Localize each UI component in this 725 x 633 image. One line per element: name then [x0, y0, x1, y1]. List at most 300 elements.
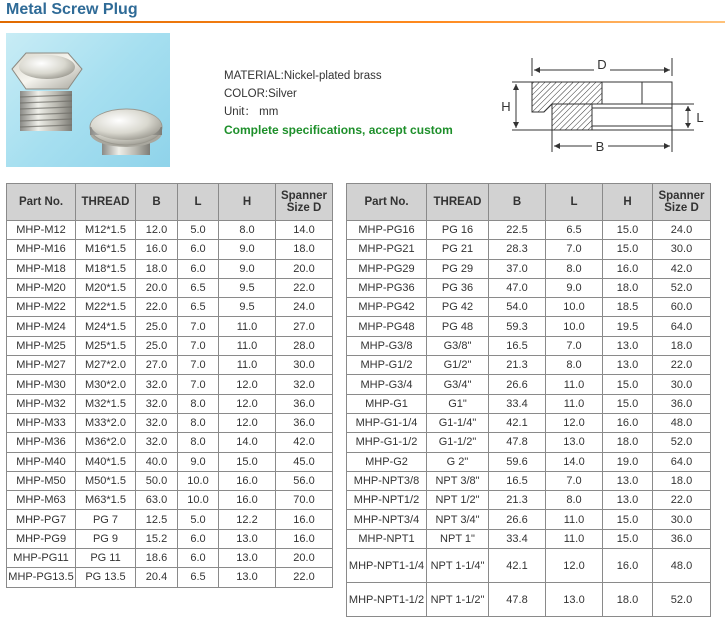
l-cell: 5.0: [178, 510, 219, 529]
b-cell: 32.0: [136, 394, 178, 413]
spanner-cell: 52.0: [653, 278, 711, 297]
h-cell: 15.0: [603, 529, 653, 548]
table-row: [7, 491, 333, 510]
spanner-cell: 22.0: [276, 278, 333, 297]
part-no-cell: MHP-M50: [7, 471, 76, 490]
h-cell: 16.0: [219, 491, 276, 510]
l-label: L: [696, 110, 704, 125]
table-row: [7, 278, 333, 297]
spanner-cell: 42.0: [276, 433, 333, 452]
h-cell: 16.0: [603, 413, 653, 432]
part-no-cell: MHP-M32: [7, 394, 76, 413]
part-no-cell: MHP-PG48: [347, 317, 427, 336]
b-cell: 37.0: [489, 259, 546, 278]
spanner-cell: 64.0: [653, 317, 711, 336]
table-row: [7, 298, 333, 317]
h-cell: 18.0: [603, 433, 653, 452]
b-cell: 21.3: [489, 356, 546, 375]
b-cell: 33.4: [489, 394, 546, 413]
part-no-cell: MHP-NPT3/4: [347, 510, 427, 529]
h-cell: 12.0: [219, 413, 276, 432]
spanner-cell: 30.0: [653, 240, 711, 259]
spanner-cell: 42.0: [653, 259, 711, 278]
thread-cell: G1": [427, 394, 489, 413]
part-no-cell: MHP-M12: [7, 221, 76, 240]
l-cell: 10.0: [178, 471, 219, 490]
table-row: [7, 356, 333, 375]
l-cell: 11.0: [546, 529, 603, 548]
header-spanner-line1: Spanner: [658, 190, 705, 202]
b-cell: 32.0: [136, 413, 178, 432]
thread-cell: PG 29: [427, 259, 489, 278]
spanner-cell: 20.0: [276, 259, 333, 278]
h-cell: 18.5: [603, 298, 653, 317]
table-row: [7, 259, 333, 278]
spanner-cell: 48.0: [653, 549, 711, 583]
part-no-cell: MHP-PG13.5: [7, 568, 76, 587]
title-underline: [0, 21, 725, 23]
thread-cell: PG 7: [76, 510, 136, 529]
h-label: H: [501, 99, 511, 114]
b-cell: 12.5: [136, 510, 178, 529]
table-row: [7, 375, 333, 394]
h-cell: 13.0: [603, 356, 653, 375]
part-no-cell: MHP-M20: [7, 278, 76, 297]
spanner-cell: 36.0: [653, 529, 711, 548]
l-cell: 10.0: [546, 317, 603, 336]
l-cell: 6.5: [178, 568, 219, 587]
l-cell: 6.5: [178, 278, 219, 297]
table-row: [347, 394, 711, 413]
l-cell: 12.0: [546, 549, 603, 583]
part-no-cell: MHP-M25: [7, 336, 76, 355]
color-text: COLOR:Silver: [224, 88, 297, 100]
l-cell: 7.0: [178, 336, 219, 355]
l-cell: 5.0: [178, 221, 219, 240]
h-cell: 9.5: [219, 278, 276, 297]
thread-cell: M50*1.5: [76, 471, 136, 490]
spanner-cell: 22.0: [276, 568, 333, 587]
table-row: [7, 510, 333, 529]
thread-cell: M27*2.0: [76, 356, 136, 375]
header-l: L: [178, 184, 219, 221]
part-no-cell: MHP-PG11: [7, 549, 76, 568]
b-cell: 22.5: [489, 221, 546, 240]
l-cell: 8.0: [178, 433, 219, 452]
l-cell: 10.0: [178, 491, 219, 510]
h-cell: 18.0: [603, 583, 653, 617]
part-no-cell: MHP-NPT1-1/4: [347, 549, 427, 583]
b-cell: 28.3: [489, 240, 546, 259]
h-cell: 15.0: [603, 510, 653, 529]
spanner-cell: 22.0: [653, 356, 711, 375]
thread-cell: PG 13.5: [76, 568, 136, 587]
h-cell: 14.0: [219, 433, 276, 452]
part-no-cell: MHP-PG29: [347, 259, 427, 278]
part-no-cell: MHP-M16: [7, 240, 76, 259]
thread-cell: M18*1.5: [76, 259, 136, 278]
thread-cell: G1-1/4": [427, 413, 489, 432]
h-cell: 13.0: [219, 549, 276, 568]
b-cell: 42.1: [489, 549, 546, 583]
part-no-cell: MHP-PG7: [7, 510, 76, 529]
d-label: D: [597, 57, 607, 72]
thread-cell: G3/4": [427, 375, 489, 394]
l-cell: 6.0: [178, 240, 219, 259]
table-row: [7, 433, 333, 452]
l-cell: 6.5: [178, 298, 219, 317]
thread-cell: PG 36: [427, 278, 489, 297]
part-no-cell: MHP-G1: [347, 394, 427, 413]
h-cell: 16.0: [219, 471, 276, 490]
table-row: [7, 549, 333, 568]
thread-cell: G1/2": [427, 356, 489, 375]
l-cell: 7.0: [546, 240, 603, 259]
thread-cell: PG 11: [76, 549, 136, 568]
spec-table-right: [346, 183, 711, 617]
spanner-cell: 64.0: [653, 452, 711, 471]
b-cell: 20.4: [136, 568, 178, 587]
l-cell: 14.0: [546, 452, 603, 471]
spanner-cell: 30.0: [653, 510, 711, 529]
h-cell: 16.0: [603, 259, 653, 278]
thread-cell: PG 48: [427, 317, 489, 336]
h-cell: 19.5: [603, 317, 653, 336]
b-cell: 33.4: [489, 529, 546, 548]
product-photo: [6, 33, 170, 167]
spanner-cell: 16.0: [276, 529, 333, 548]
h-cell: 19.0: [603, 452, 653, 471]
b-cell: 15.2: [136, 529, 178, 548]
l-cell: 10.0: [546, 298, 603, 317]
thread-cell: PG 21: [427, 240, 489, 259]
spanner-cell: 36.0: [276, 413, 333, 432]
spanner-cell: 24.0: [276, 298, 333, 317]
table-row: [7, 240, 333, 259]
b-cell: 16.5: [489, 471, 546, 490]
l-cell: 8.0: [178, 413, 219, 432]
h-cell: 12.2: [219, 510, 276, 529]
b-cell: 50.0: [136, 471, 178, 490]
h-cell: 8.0: [219, 221, 276, 240]
table-row: [347, 583, 711, 617]
l-cell: 11.0: [546, 510, 603, 529]
thread-cell: M16*1.5: [76, 240, 136, 259]
thread-cell: M33*2.0: [76, 413, 136, 432]
spanner-cell: 28.0: [276, 336, 333, 355]
spanner-cell: 18.0: [276, 240, 333, 259]
b-cell: 32.0: [136, 375, 178, 394]
header-thread: THREAD: [427, 184, 489, 221]
part-no-cell: MHP-G1-1/4: [347, 413, 427, 432]
h-cell: 11.0: [219, 317, 276, 336]
part-no-cell: MHP-M22: [7, 298, 76, 317]
spanner-cell: 27.0: [276, 317, 333, 336]
h-cell: 12.0: [219, 394, 276, 413]
spanner-cell: 18.0: [653, 336, 711, 355]
h-cell: 15.0: [603, 394, 653, 413]
part-no-cell: MHP-M27: [7, 356, 76, 375]
table-row: [7, 471, 333, 490]
b-cell: 63.0: [136, 491, 178, 510]
thread-cell: M24*1.5: [76, 317, 136, 336]
spanner-cell: 30.0: [276, 356, 333, 375]
b-cell: 25.0: [136, 317, 178, 336]
part-no-cell: MHP-PG21: [347, 240, 427, 259]
b-cell: 16.0: [136, 240, 178, 259]
l-cell: 8.0: [546, 259, 603, 278]
header-thread: THREAD: [76, 184, 136, 221]
b-cell: 59.3: [489, 317, 546, 336]
table-row: [7, 221, 333, 240]
thread-cell: M36*2.0: [76, 433, 136, 452]
h-cell: 9.0: [219, 259, 276, 278]
l-cell: 7.0: [178, 375, 219, 394]
part-no-cell: MHP-G2: [347, 452, 427, 471]
h-cell: 13.0: [603, 491, 653, 510]
spanner-cell: 36.0: [276, 394, 333, 413]
b-cell: 47.8: [489, 433, 546, 452]
table-row: [347, 259, 711, 278]
part-no-cell: MHP-NPT3/8: [347, 471, 427, 490]
table-row: [347, 491, 711, 510]
table-row: [347, 240, 711, 259]
material-text: MATERIAL:Nickel-plated brass: [224, 70, 382, 82]
spanner-cell: 36.0: [653, 394, 711, 413]
thread-cell: G 2": [427, 452, 489, 471]
header-spanner-line1: Spanner: [280, 190, 327, 202]
l-cell: 7.0: [178, 356, 219, 375]
table-row: [7, 568, 333, 587]
spanner-cell: 32.0: [276, 375, 333, 394]
table-row: [7, 529, 333, 548]
h-cell: 15.0: [603, 375, 653, 394]
l-cell: 8.0: [546, 491, 603, 510]
header-spanner: [276, 184, 333, 221]
b-cell: 18.6: [136, 549, 178, 568]
table-row: [347, 549, 711, 583]
header-spanner: [653, 184, 711, 221]
b-cell: 40.0: [136, 452, 178, 471]
table-row: [347, 452, 711, 471]
h-cell: 11.0: [219, 336, 276, 355]
table-header-row: [7, 184, 333, 221]
b-cell: 54.0: [489, 298, 546, 317]
thread-cell: NPT 3/4": [427, 510, 489, 529]
part-no-cell: MHP-M24: [7, 317, 76, 336]
h-cell: 18.0: [603, 278, 653, 297]
spanner-cell: 48.0: [653, 413, 711, 432]
part-no-cell: MHP-NPT1: [347, 529, 427, 548]
table-header-row: [347, 184, 711, 221]
header-l: L: [546, 184, 603, 221]
part-no-cell: MHP-G3/8: [347, 336, 427, 355]
thread-cell: PG 16: [427, 221, 489, 240]
thread-cell: G1-1/2": [427, 433, 489, 452]
table-row: [347, 433, 711, 452]
header-b: B: [489, 184, 546, 221]
spec-summary: [224, 67, 453, 139]
b-cell: 21.3: [489, 491, 546, 510]
part-no-cell: MHP-NPT1/2: [347, 491, 427, 510]
table-row: [347, 317, 711, 336]
h-cell: 15.0: [603, 221, 653, 240]
spanner-cell: 18.0: [653, 471, 711, 490]
b-label: B: [595, 139, 605, 154]
dimension-diagram: [492, 50, 712, 160]
unit-text: Unit： mm: [224, 106, 279, 118]
spanner-cell: 45.0: [276, 452, 333, 471]
thread-cell: NPT 1-1/4": [427, 549, 489, 583]
thread-cell: M20*1.5: [76, 278, 136, 297]
h-cell: 13.0: [219, 529, 276, 548]
header-h: H: [603, 184, 653, 221]
b-cell: 22.0: [136, 298, 178, 317]
l-cell: 7.0: [546, 336, 603, 355]
thread-cell: M63*1.5: [76, 491, 136, 510]
spanner-cell: 52.0: [653, 583, 711, 617]
b-cell: 42.1: [489, 413, 546, 432]
thread-cell: NPT 1": [427, 529, 489, 548]
l-cell: 8.0: [546, 356, 603, 375]
spanner-cell: 24.0: [653, 221, 711, 240]
b-cell: 59.6: [489, 452, 546, 471]
spanner-cell: 14.0: [276, 221, 333, 240]
part-no-cell: MHP-PG16: [347, 221, 427, 240]
thread-cell: M25*1.5: [76, 336, 136, 355]
part-no-cell: MHP-M33: [7, 413, 76, 432]
header-spanner-line2: Size D: [664, 202, 699, 214]
h-cell: 16.0: [603, 549, 653, 583]
spanner-cell: 52.0: [653, 433, 711, 452]
thread-cell: NPT 3/8": [427, 471, 489, 490]
title-bar: [0, 0, 725, 22]
l-cell: 12.0: [546, 413, 603, 432]
table-row: [347, 336, 711, 355]
spanner-cell: 60.0: [653, 298, 711, 317]
thread-cell: PG 9: [76, 529, 136, 548]
h-cell: 13.0: [219, 568, 276, 587]
table-row: [7, 317, 333, 336]
spanner-cell: 70.0: [276, 491, 333, 510]
table-row: [347, 298, 711, 317]
h-cell: 13.0: [603, 336, 653, 355]
table-row: [347, 356, 711, 375]
h-cell: 9.5: [219, 298, 276, 317]
table-row: [347, 278, 711, 297]
table-row: [7, 394, 333, 413]
table-row: [347, 510, 711, 529]
b-cell: 27.0: [136, 356, 178, 375]
part-no-cell: MHP-PG9: [7, 529, 76, 548]
spanner-cell: 30.0: [653, 375, 711, 394]
header-part-no: Part No.: [7, 184, 76, 221]
header-part-no: Part No.: [347, 184, 427, 221]
h-cell: 11.0: [219, 356, 276, 375]
b-cell: 26.6: [489, 375, 546, 394]
part-no-cell: MHP-G1/2: [347, 356, 427, 375]
b-cell: 16.5: [489, 336, 546, 355]
screw-plug-photo-icon: [6, 33, 170, 167]
header-spanner-line2: Size D: [286, 202, 322, 214]
b-cell: 25.0: [136, 336, 178, 355]
part-no-cell: MHP-PG36: [347, 278, 427, 297]
part-no-cell: MHP-NPT1-1/2: [347, 583, 427, 617]
part-no-cell: MHP-G1-1/2: [347, 433, 427, 452]
l-cell: 7.0: [546, 471, 603, 490]
thread-cell: M32*1.5: [76, 394, 136, 413]
b-cell: 47.8: [489, 583, 546, 617]
spec-table-left: [6, 183, 333, 588]
spanner-cell: 22.0: [653, 491, 711, 510]
thread-cell: PG 42: [427, 298, 489, 317]
spanner-cell: 56.0: [276, 471, 333, 490]
l-cell: 9.0: [546, 278, 603, 297]
l-cell: 9.0: [178, 452, 219, 471]
part-no-cell: MHP-M30: [7, 375, 76, 394]
b-cell: 12.0: [136, 221, 178, 240]
thread-cell: M30*2.0: [76, 375, 136, 394]
l-cell: 6.0: [178, 529, 219, 548]
table-row: [7, 452, 333, 471]
thread-cell: M40*1.5: [76, 452, 136, 471]
l-cell: 11.0: [546, 375, 603, 394]
page-title: Metal Screw Plug: [6, 1, 138, 18]
l-cell: 6.0: [178, 259, 219, 278]
part-no-cell: MHP-M18: [7, 259, 76, 278]
thread-cell: M22*1.5: [76, 298, 136, 317]
table-row: [347, 471, 711, 490]
l-cell: 7.0: [178, 317, 219, 336]
h-cell: 9.0: [219, 240, 276, 259]
table-row: [347, 413, 711, 432]
table-row: [347, 221, 711, 240]
thread-cell: M12*1.5: [76, 221, 136, 240]
header-b: B: [136, 184, 178, 221]
l-cell: 6.0: [178, 549, 219, 568]
custom-note: Complete specifications, accept custom: [224, 123, 453, 137]
l-cell: 13.0: [546, 433, 603, 452]
h-cell: 12.0: [219, 375, 276, 394]
thread-cell: G3/8": [427, 336, 489, 355]
h-cell: 15.0: [219, 452, 276, 471]
b-cell: 32.0: [136, 433, 178, 452]
h-cell: 15.0: [603, 240, 653, 259]
l-cell: 11.0: [546, 394, 603, 413]
part-no-cell: MHP-G3/4: [347, 375, 427, 394]
part-no-cell: MHP-M36: [7, 433, 76, 452]
part-no-cell: MHP-M63: [7, 491, 76, 510]
part-no-cell: MHP-PG42: [347, 298, 427, 317]
header-h: H: [219, 184, 276, 221]
b-cell: 47.0: [489, 278, 546, 297]
thread-cell: NPT 1-1/2": [427, 583, 489, 617]
spanner-cell: 16.0: [276, 510, 333, 529]
table-row: [7, 336, 333, 355]
b-cell: 26.6: [489, 510, 546, 529]
part-no-cell: MHP-M40: [7, 452, 76, 471]
table-row: [347, 375, 711, 394]
table-row: [347, 529, 711, 548]
l-cell: 8.0: [178, 394, 219, 413]
l-cell: 13.0: [546, 583, 603, 617]
spanner-cell: 20.0: [276, 549, 333, 568]
thread-cell: NPT 1/2": [427, 491, 489, 510]
b-cell: 20.0: [136, 278, 178, 297]
l-cell: 6.5: [546, 221, 603, 240]
table-row: [7, 413, 333, 432]
h-cell: 13.0: [603, 471, 653, 490]
